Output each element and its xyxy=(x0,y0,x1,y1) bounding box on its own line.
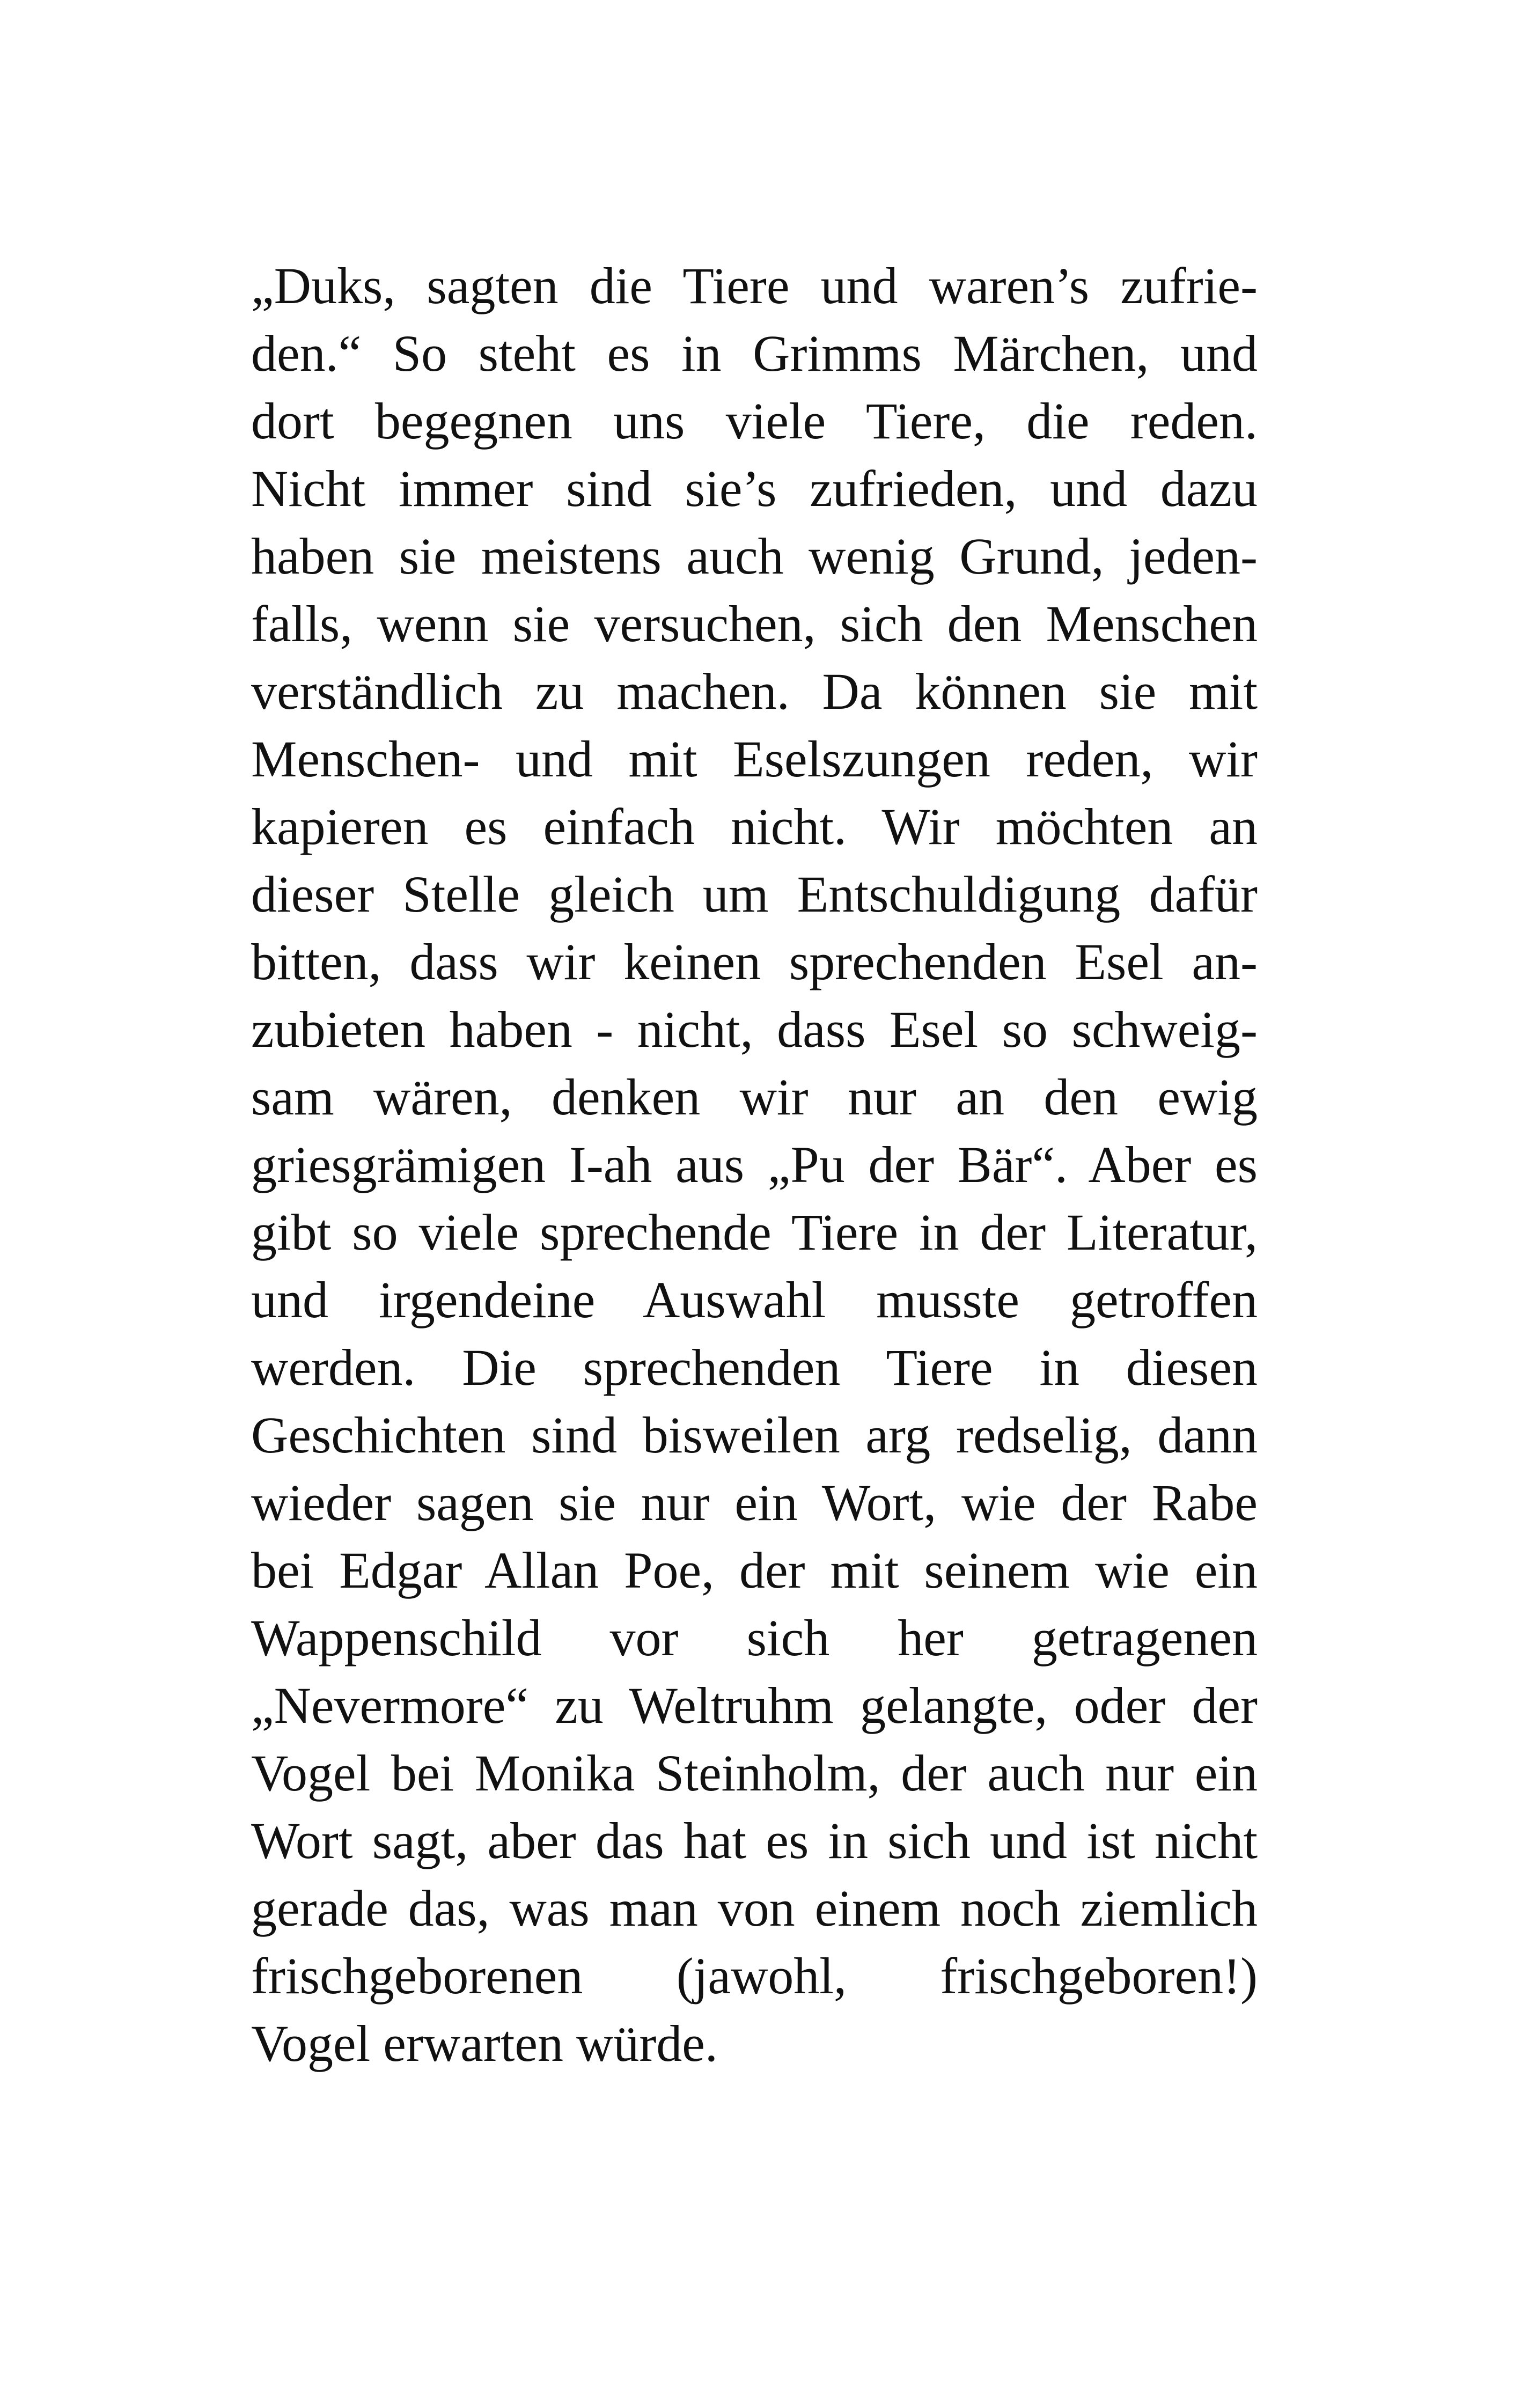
text-line: verständlich zu machen. Da können sie mit xyxy=(251,663,1258,720)
text-line: kapieren es einfach nicht. Wir möchten an xyxy=(251,798,1258,855)
text-line: Wort sagt, aber das hat es in sich und ist nicht xyxy=(251,1812,1258,1869)
text-line: wieder sagen sie nur ein Wort, wie der Rabe xyxy=(251,1474,1258,1531)
text-line: griesgrämigen I-ah aus „Pu der Bär“. Aber es xyxy=(251,1136,1258,1193)
text-line: Nicht immer sind sie’s zufrieden, und dazu xyxy=(251,460,1258,517)
text-line: Vogel erwarten würde. xyxy=(251,2015,718,2072)
text-line: gibt so viele sprechende Tiere in der Literatur, xyxy=(251,1203,1258,1261)
text-line: haben sie meistens auch wenig Grund, jeden- xyxy=(251,527,1258,585)
text-line: Wappenschild vor sich her getragenen xyxy=(251,1609,1258,1666)
text-line: gerade das, was man von einem noch ziemlich xyxy=(251,1880,1258,1937)
text-line: bei Edgar Allan Poe, der mit seinem wie ein xyxy=(251,1541,1258,1599)
body-paragraph xyxy=(251,252,1258,2077)
text-line: dort begegnen uns viele Tiere, die reden. xyxy=(251,392,1258,450)
text-line: zubieten haben - nicht, dass Esel so schweig- xyxy=(251,1001,1258,1058)
text-line: falls, wenn sie versuchen, sich den Menschen xyxy=(251,595,1258,652)
text-line: „Duks, sagten die Tiere und waren’s zufrie- xyxy=(251,257,1258,314)
text-line: Menschen- und mit Eselszungen reden, wir xyxy=(251,730,1258,788)
text-line: frischgeborenen (jawohl, frischgeboren!) xyxy=(251,1947,1258,2005)
text-line: Vogel bei Monika Steinholm, der auch nur ein xyxy=(251,1744,1258,1802)
text-line: Geschichten sind bisweilen arg redselig, dann xyxy=(251,1406,1258,1464)
text-line: und irgendeine Auswahl musste getroffen xyxy=(251,1271,1258,1328)
text-line: bitten, dass wir keinen sprechenden Esel an- xyxy=(251,933,1258,990)
text-line: dieser Stelle gleich um Entschuldigung dafür xyxy=(251,865,1258,923)
text-line: werden. Die sprechenden Tiere in diesen xyxy=(251,1339,1258,1396)
text-line: den.“ So steht es in Grimms Märchen, und xyxy=(251,325,1258,382)
text-line: sam wären, denken wir nur an den ewig xyxy=(251,1068,1258,1126)
text-line: „Nevermore“ zu Weltruhm gelangte, oder der xyxy=(251,1677,1258,1734)
